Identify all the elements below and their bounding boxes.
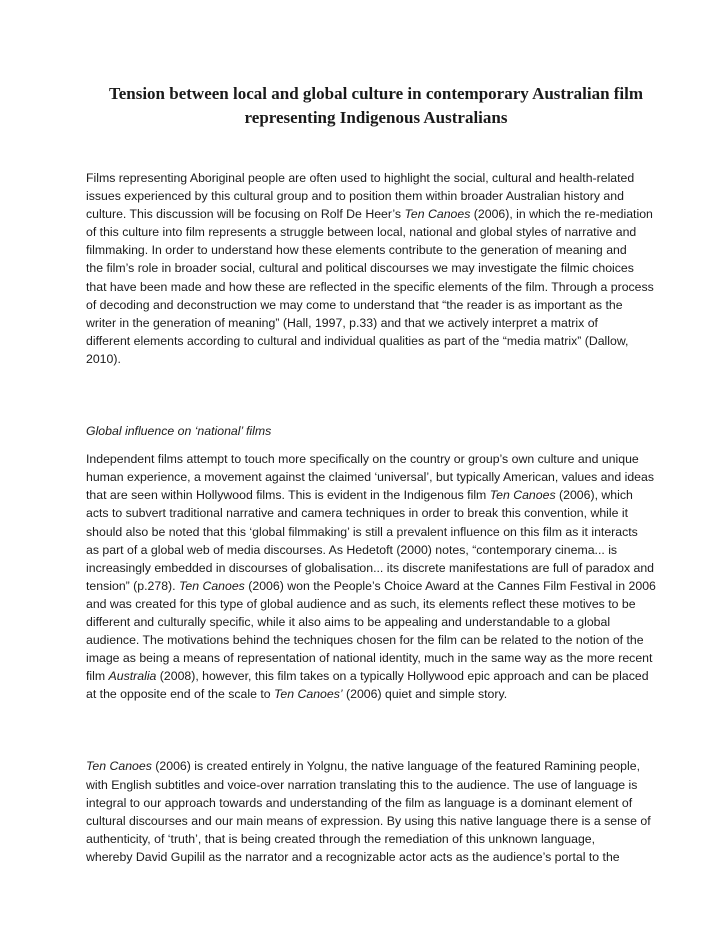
text-line: and was created for this type of global audience and as such, its elements reflect these motives to be xyxy=(86,596,636,611)
text-line: should also be noted that this ‘global filmmaking’ is still a prevalent influence on this film as it interacts xyxy=(86,524,638,539)
text-line: Independent films attempt to touch more specifically on the country or group’s own culture and unique xyxy=(86,452,639,467)
text-line: image as being a means of representation of national identity, much in the same way as the more recent xyxy=(86,651,653,666)
italic-title: Ten Canoes xyxy=(178,578,245,593)
document-title xyxy=(84,82,668,130)
text-line: acts to subvert traditional narrative and camera techniques in order to break this convention, while it xyxy=(86,506,629,521)
text-line: as part of a global web of media discourses. As Hedetoft (2000) notes, “contemporary cinema... is xyxy=(86,542,618,557)
text-line: film Australia (2008), however, this film takes on a typically Hollywood epic approach and can be placed xyxy=(86,669,649,684)
paragraph-1 xyxy=(86,169,668,368)
italic-title: Ten Canoes xyxy=(489,488,556,503)
text-line: with English subtitles and voice-over narration translating this to the audience. The use of language is xyxy=(86,777,638,792)
text-line: writer in the generation of meaning” (Hall, 1997, p.33) and that we actively interpret a matrix of xyxy=(86,315,598,330)
paragraph-2 xyxy=(86,450,668,703)
text-line: different and culturally specific, while it also aims to be appealing and understandable to a global xyxy=(86,614,611,629)
title-line-2: representing Indigenous Australians xyxy=(244,108,508,127)
paragraph-3 xyxy=(86,757,668,866)
italic-title: Australia xyxy=(108,669,157,684)
text-line: of this culture into film represents a struggle between local, national and global styles of narrative and xyxy=(86,225,637,240)
text-line: whereby David Gupilil as the narrator and a recognizable actor acts as the audience’s portal to the xyxy=(86,849,620,864)
italic-title: Ten Canoes’ xyxy=(274,687,343,702)
text-line: Ten Canoes (2006) is created entirely in Yolgnu, the native language of the featured Ramining people, xyxy=(86,759,640,774)
text-line: human experience, a movement against the claimed ‘universal’, but typically American, values and ideas xyxy=(86,470,655,485)
text-line: of decoding and deconstruction we may come to understand that “the reader is as important as the xyxy=(86,297,623,312)
text-line: audience. The motivations behind the techniques chosen for the film can be related to the notion of the xyxy=(86,633,644,648)
text-line: filmmaking. In order to understand how these elements contribute to the generation of meaning and xyxy=(86,243,627,258)
text-line: Films representing Aboriginal people are often used to highlight the social, cultural and health-related xyxy=(86,171,635,185)
text-line: 2010). xyxy=(86,351,121,366)
text-line: that are seen within Hollywood films. This is evident in the Indigenous film Ten Canoes (2006), which xyxy=(86,488,633,503)
text-line: culture. This discussion will be focusing on Rolf De Heer’s Ten Canoes (2006), in which the re-mediation xyxy=(86,207,653,222)
text-line: authenticity, of ‘truth’, that is being created through the remediation of this unknown language, xyxy=(86,831,596,846)
text-line: integral to our approach towards and understanding of the film as language is a dominant element of xyxy=(86,795,633,810)
text-line: issues experienced by this cultural group and to position them within broader Australian history and xyxy=(86,189,624,204)
text-line: increasingly embedded in discourses of globalisation... its discrete manifestations are full of paradox and xyxy=(86,560,655,575)
italic-title: Ten Canoes xyxy=(404,207,471,222)
section-heading: Global influence on ‘national’ films xyxy=(86,424,272,439)
text-line: tension” (p.278). Ten Canoes (2006) won the People’s Choice Award at the Cannes Film Festival in 2006 xyxy=(86,578,656,593)
text-line: that have been made and how these are reflected in the specific elements of the film. Through a process xyxy=(86,279,654,294)
title-line-1: Tension between local and global culture in contemporary Australian film xyxy=(108,84,644,103)
italic-title: Ten Canoes xyxy=(86,759,152,774)
text-line: different elements according to cultural and individual qualities as part of the “media matrix” (Dallow, xyxy=(86,333,629,348)
text-line: the film’s role in broader social, cultural and political discourses we may investigate the filmic choices xyxy=(86,261,634,276)
text-line: cultural discourses and our main means of expression. By using this native language there is a sense of xyxy=(86,813,651,828)
text-line: at the opposite end of the scale to Ten Canoes’ (2006) quiet and simple story. xyxy=(86,687,508,702)
